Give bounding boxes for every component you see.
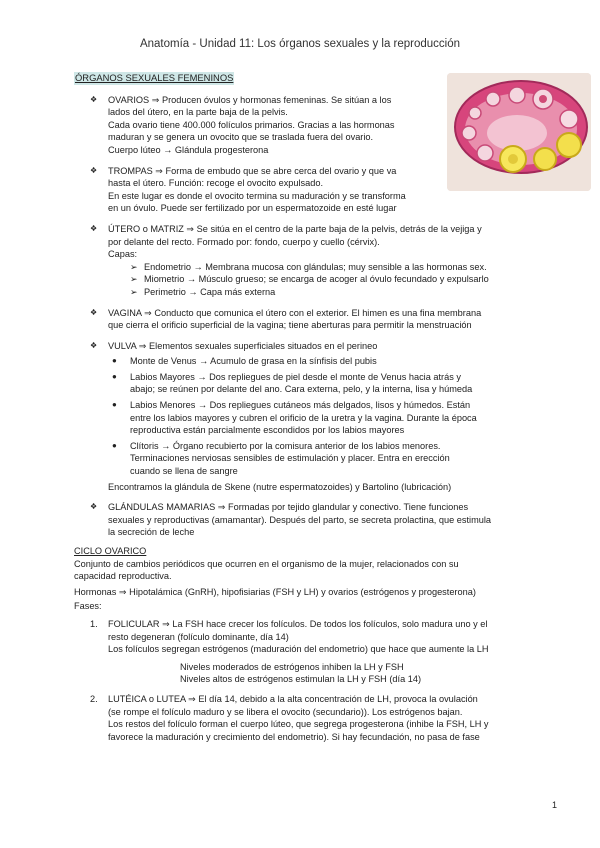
text-line: Cada ovario tiene 400.000 folículos primarios. Gracias a las hormonas — [108, 119, 395, 130]
text-line: Capas: — [108, 249, 138, 260]
text-line: TROMPAS ⇒ Forma de embudo que se abre cerca del ovario y que va — [108, 165, 397, 176]
text-line: Clítoris → Órgano recubierto por la comisura anterior de los labios menores. — [130, 440, 441, 451]
page-header-title: Anatomía - Unidad 11: Los órganos sexuales y la reproducción — [139, 38, 461, 50]
text-line: lados del útero, en la parte baja de la pelvis. — [108, 107, 288, 118]
text-line: VULVA ⇒ Elementos sexuales superficiales situados en el perineo — [108, 340, 378, 351]
arrow-bullet-icon: ➢ — [130, 274, 138, 285]
arrow-bullet-icon: ➢ — [130, 261, 138, 272]
list-item-glandulas — [74, 501, 534, 539]
list-item-vulva-part — [74, 371, 534, 396]
text-line: Niveles altos de estrógenos estimulan la LH y FSH (día 14) — [180, 674, 422, 685]
text-line: VAGINA ⇒ Conducto que comunica el útero con el exterior. El himen es una fina membrana — [108, 307, 482, 318]
vulva-footer-text: Encontramos la glándula de Skene (nutre espermatozoides) y Bartolino (lubricación) — [108, 481, 452, 492]
text-line: Labios Menores → Dos repliegues cutáneos más delgados, lisos y húmedos. Están — [130, 400, 471, 411]
list-item-fase-folicular — [74, 618, 534, 686]
page-number: 1 — [552, 800, 558, 810]
document-body — [74, 72, 534, 743]
arrow-bullet-icon: ➢ — [130, 286, 138, 297]
dot-bullet-icon: ● — [112, 356, 117, 366]
text-line: OVARIOS ⇒ Producen óvulos y hormonas femeninas. Se sitúan a los — [108, 94, 392, 105]
text-line: resto degeneran (folículo dominante, día 14) — [108, 631, 289, 642]
fases-label: Fases: — [74, 601, 102, 612]
diamond-bullet-icon: ❖ — [90, 340, 98, 350]
text-line: Endometrio → Membrana mucosa con glándulas; muy sensible a las hormonas sex. — [144, 261, 487, 272]
dot-bullet-icon: ● — [112, 440, 117, 450]
text-line: Cuerpo lúteo → Glándula progesterona — [108, 144, 269, 155]
dot-bullet-icon: ● — [112, 371, 117, 381]
list-item-capa — [74, 261, 534, 274]
diamond-bullet-icon: ❖ — [90, 94, 98, 104]
text-line: Perimetrio → Capa más externa — [144, 286, 276, 297]
text-line: Terminaciones nerviosas sensibles de estimulación y placer. Entra en erección — [130, 453, 450, 464]
hormonas-text: Hormonas ⇒ Hipotalámica (GnRH), hipofisiarias (FSH y LH) y ovarios (estrógenos y progesterona) — [74, 586, 476, 597]
text-line: GLÁNDULAS MAMARIAS ⇒ Formadas por tejido glandular y conectivo. Tiene funciones — [108, 502, 469, 513]
text-line: ÚTERO o MATRIZ ⇒ Se sitúa en el centro de la parte baja de la pelvis, detrás de la vejiga y — [108, 223, 482, 234]
text-line: sexuales y reproductivas (amamantar). Después del parto, se secreta prolactina, que estimula — [108, 514, 491, 525]
diamond-bullet-icon: ❖ — [90, 165, 98, 175]
list-item-capa — [74, 286, 534, 299]
section-heading-ciclo: CICLO OVARICO — [74, 546, 147, 556]
text-line: Monte de Venus → Acumulo de grasa en la sínfisis del pubis — [130, 356, 377, 367]
list-item-capa — [74, 273, 534, 286]
section-heading-organos: ÓRGANOS SEXUALES FEMENINOS — [75, 72, 234, 83]
list-item-vulva — [74, 340, 534, 353]
list-item-fase-lutea — [74, 693, 534, 743]
text-line: En este lugar es donde el ovocito termina su maduración y se transforma — [108, 190, 406, 201]
text-line: Los restos del folículo forman el cuerpo lúteo, que segrega progesterona (inhibe la FSH, LH y — [108, 719, 489, 730]
text-line: en un óvulo. Puede ser fertilizado por un espermatozoide en esté lugar — [108, 203, 397, 214]
text-line: por delante del recto. Formado por: fondo, cuerpo y cuello (cérvix). — [108, 236, 380, 247]
text-line: la secreción de leche — [108, 527, 195, 538]
text-line: Miometrio → Músculo grueso; se encarga de acoger al óvulo fecundado y expulsarlo — [144, 274, 489, 285]
diamond-bullet-icon: ❖ — [90, 223, 98, 233]
text-line: FOLICULAR ⇒ La FSH hace crecer los folículos. De todos los folículos, solo madura uno y el — [108, 618, 488, 629]
text-line: cuando se llena de sangre — [130, 466, 238, 477]
text-line: LUTÉICA o LUTEA ⇒ El día 14, debido a la alta concentración de LH, provoca la ovulación — [108, 693, 478, 704]
list-number: 2. — [90, 693, 98, 704]
text-line: abajo; se reúnen por delante del ano. Cara externa, pelo, y la interna, lisa y húmeda — [130, 384, 473, 395]
text-line: Conjunto de cambios periódicos que ocurren en el organismo de la mujer, relacionados con su — [74, 558, 459, 569]
list-item-vagina — [74, 307, 534, 332]
list-item-trompas — [74, 165, 534, 215]
text-line: entre los labios mayores y cubren el orificio de la uretra y la vagina. Durante la época — [130, 412, 477, 423]
dot-bullet-icon: ● — [112, 400, 117, 410]
list-item-vulva-part — [74, 399, 534, 437]
text-line: Los folículos segregan estrógenos (maduración del endometrio) que hace que aumente la LH — [108, 644, 489, 655]
list-number: 1. — [90, 618, 98, 629]
diamond-bullet-icon: ❖ — [90, 307, 98, 317]
text-line: capacidad reproductiva. — [74, 571, 172, 582]
list-item-utero — [74, 223, 534, 261]
text-line: reproductiva están parcialmente escondidos por los labios mayores — [130, 425, 405, 436]
text-line: Labios Mayores → Dos repliegues de piel desde el monte de Venus hacia atrás y — [130, 371, 461, 382]
text-line: Niveles moderados de estrógenos inhiben la LH y FSH — [180, 661, 404, 672]
list-item-vulva-part — [74, 440, 534, 478]
text-line: maduran y se genera un ovocito que se traslada fuera del ovario. — [108, 132, 374, 143]
text-line: que cierra el orificio superficial de la vagina; tiene aberturas para permitir la menstruación — [108, 320, 472, 331]
list-item-ovarios — [74, 94, 534, 157]
list-item-vulva-part — [74, 355, 534, 368]
text-line: favorece la maduración y crecimiento del endometrio). Si hay fecundación, no pasa de fase — [108, 731, 480, 742]
text-line: hasta el útero. Función: recoge el ovocito expulsado. — [108, 178, 324, 189]
diamond-bullet-icon: ❖ — [90, 502, 98, 512]
text-line: (se rompe el folículo maduro y se libera el ovocito (secundario)). Los estrógenos bajan. — [108, 706, 463, 717]
